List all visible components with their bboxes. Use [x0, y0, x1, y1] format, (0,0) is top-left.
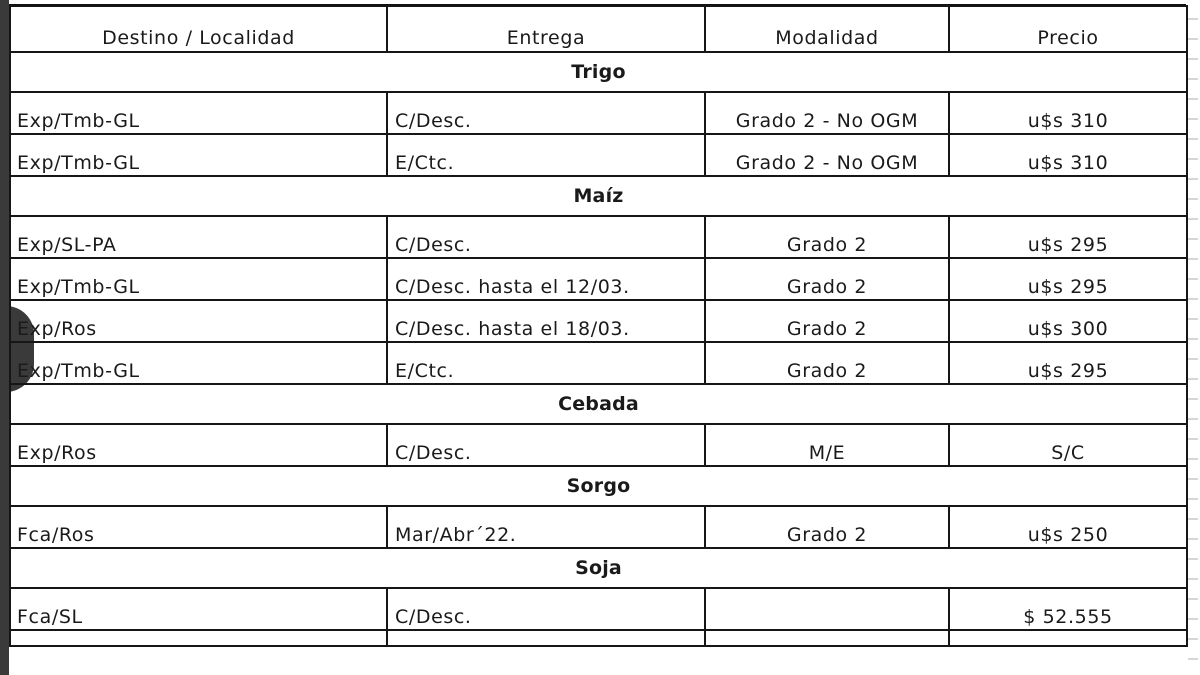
- table-row[interactable]: [10, 300, 1187, 342]
- cell-precio[interactable]: u$s 295: [949, 216, 1187, 258]
- header-precio: Precio: [949, 6, 1187, 52]
- section-row-soja: [10, 548, 1187, 588]
- table-row[interactable]: [10, 506, 1187, 548]
- header-row: [10, 6, 1187, 52]
- cell-precio[interactable]: S/C: [949, 424, 1187, 466]
- cell-destino[interactable]: Exp/Tmb-GL: [10, 134, 387, 176]
- cell-modalidad[interactable]: Grado 2: [705, 258, 949, 300]
- empty-cell: [705, 630, 949, 646]
- cell-precio[interactable]: u$s 295: [949, 342, 1187, 384]
- cell-precio[interactable]: u$s 250: [949, 506, 1187, 548]
- table-row[interactable]: [10, 134, 1187, 176]
- cell-entrega[interactable]: C/Desc.: [387, 92, 705, 134]
- cell-destino[interactable]: Exp/Tmb-GL: [10, 342, 387, 384]
- empty-cell: [10, 630, 387, 646]
- cell-entrega[interactable]: C/Desc.: [387, 588, 705, 630]
- cell-destino[interactable]: Exp/Tmb-GL: [10, 92, 387, 134]
- cell-destino[interactable]: Fca/Ros: [10, 506, 387, 548]
- cell-entrega[interactable]: C/Desc.: [387, 424, 705, 466]
- table-row[interactable]: [10, 258, 1187, 300]
- table-row[interactable]: [10, 424, 1187, 466]
- spreadsheet-view: [9, 0, 1200, 675]
- cell-entrega[interactable]: C/Desc. hasta el 12/03.: [387, 258, 705, 300]
- cell-modalidad[interactable]: Grado 2 - No OGM: [705, 134, 949, 176]
- cell-precio[interactable]: u$s 310: [949, 92, 1187, 134]
- table-row-partial: [10, 630, 1187, 646]
- section-row-maiz: [10, 176, 1187, 216]
- right-gutter: [1186, 0, 1200, 675]
- cell-entrega[interactable]: E/Ctc.: [387, 342, 705, 384]
- cell-modalidad[interactable]: Grado 2 - No OGM: [705, 92, 949, 134]
- cell-modalidad[interactable]: Grado 2: [705, 300, 949, 342]
- cell-modalidad[interactable]: M/E: [705, 424, 949, 466]
- section-title: Cebada: [10, 384, 1187, 424]
- cell-modalidad[interactable]: [705, 588, 949, 630]
- cell-destino[interactable]: Exp/Ros: [10, 300, 387, 342]
- section-title: Maíz: [10, 176, 1187, 216]
- table-row[interactable]: [10, 92, 1187, 134]
- empty-cell: [387, 630, 705, 646]
- cell-entrega[interactable]: C/Desc.: [387, 216, 705, 258]
- cell-destino[interactable]: Exp/Ros: [10, 424, 387, 466]
- cell-modalidad[interactable]: Grado 2: [705, 506, 949, 548]
- cell-precio[interactable]: u$s 300: [949, 300, 1187, 342]
- section-row-cebada: [10, 384, 1187, 424]
- cell-entrega[interactable]: E/Ctc.: [387, 134, 705, 176]
- section-title: Sorgo: [10, 466, 1187, 506]
- table-row[interactable]: [10, 588, 1187, 630]
- cell-entrega[interactable]: C/Desc. hasta el 18/03.: [387, 300, 705, 342]
- empty-cell: [949, 630, 1187, 646]
- section-row-sorgo: [10, 466, 1187, 506]
- section-row-trigo: [10, 52, 1187, 92]
- table-row[interactable]: [10, 342, 1187, 384]
- section-title: Trigo: [10, 52, 1187, 92]
- cell-precio[interactable]: u$s 295: [949, 258, 1187, 300]
- cell-destino[interactable]: Fca/SL: [10, 588, 387, 630]
- header-modalidad: Modalidad: [705, 6, 949, 52]
- section-title: Soja: [10, 548, 1187, 588]
- price-table: [9, 5, 1188, 647]
- header-destino: Destino / Localidad: [10, 6, 387, 52]
- table-row[interactable]: [10, 216, 1187, 258]
- cell-entrega[interactable]: Mar/Abr´22.: [387, 506, 705, 548]
- cell-destino[interactable]: Exp/Tmb-GL: [10, 258, 387, 300]
- cell-modalidad[interactable]: Grado 2: [705, 342, 949, 384]
- cell-precio[interactable]: $ 52.555: [949, 588, 1187, 630]
- cell-destino[interactable]: Exp/SL-PA: [10, 216, 387, 258]
- cell-precio[interactable]: u$s 310: [949, 134, 1187, 176]
- header-entrega: Entrega: [387, 6, 705, 52]
- cell-modalidad[interactable]: Grado 2: [705, 216, 949, 258]
